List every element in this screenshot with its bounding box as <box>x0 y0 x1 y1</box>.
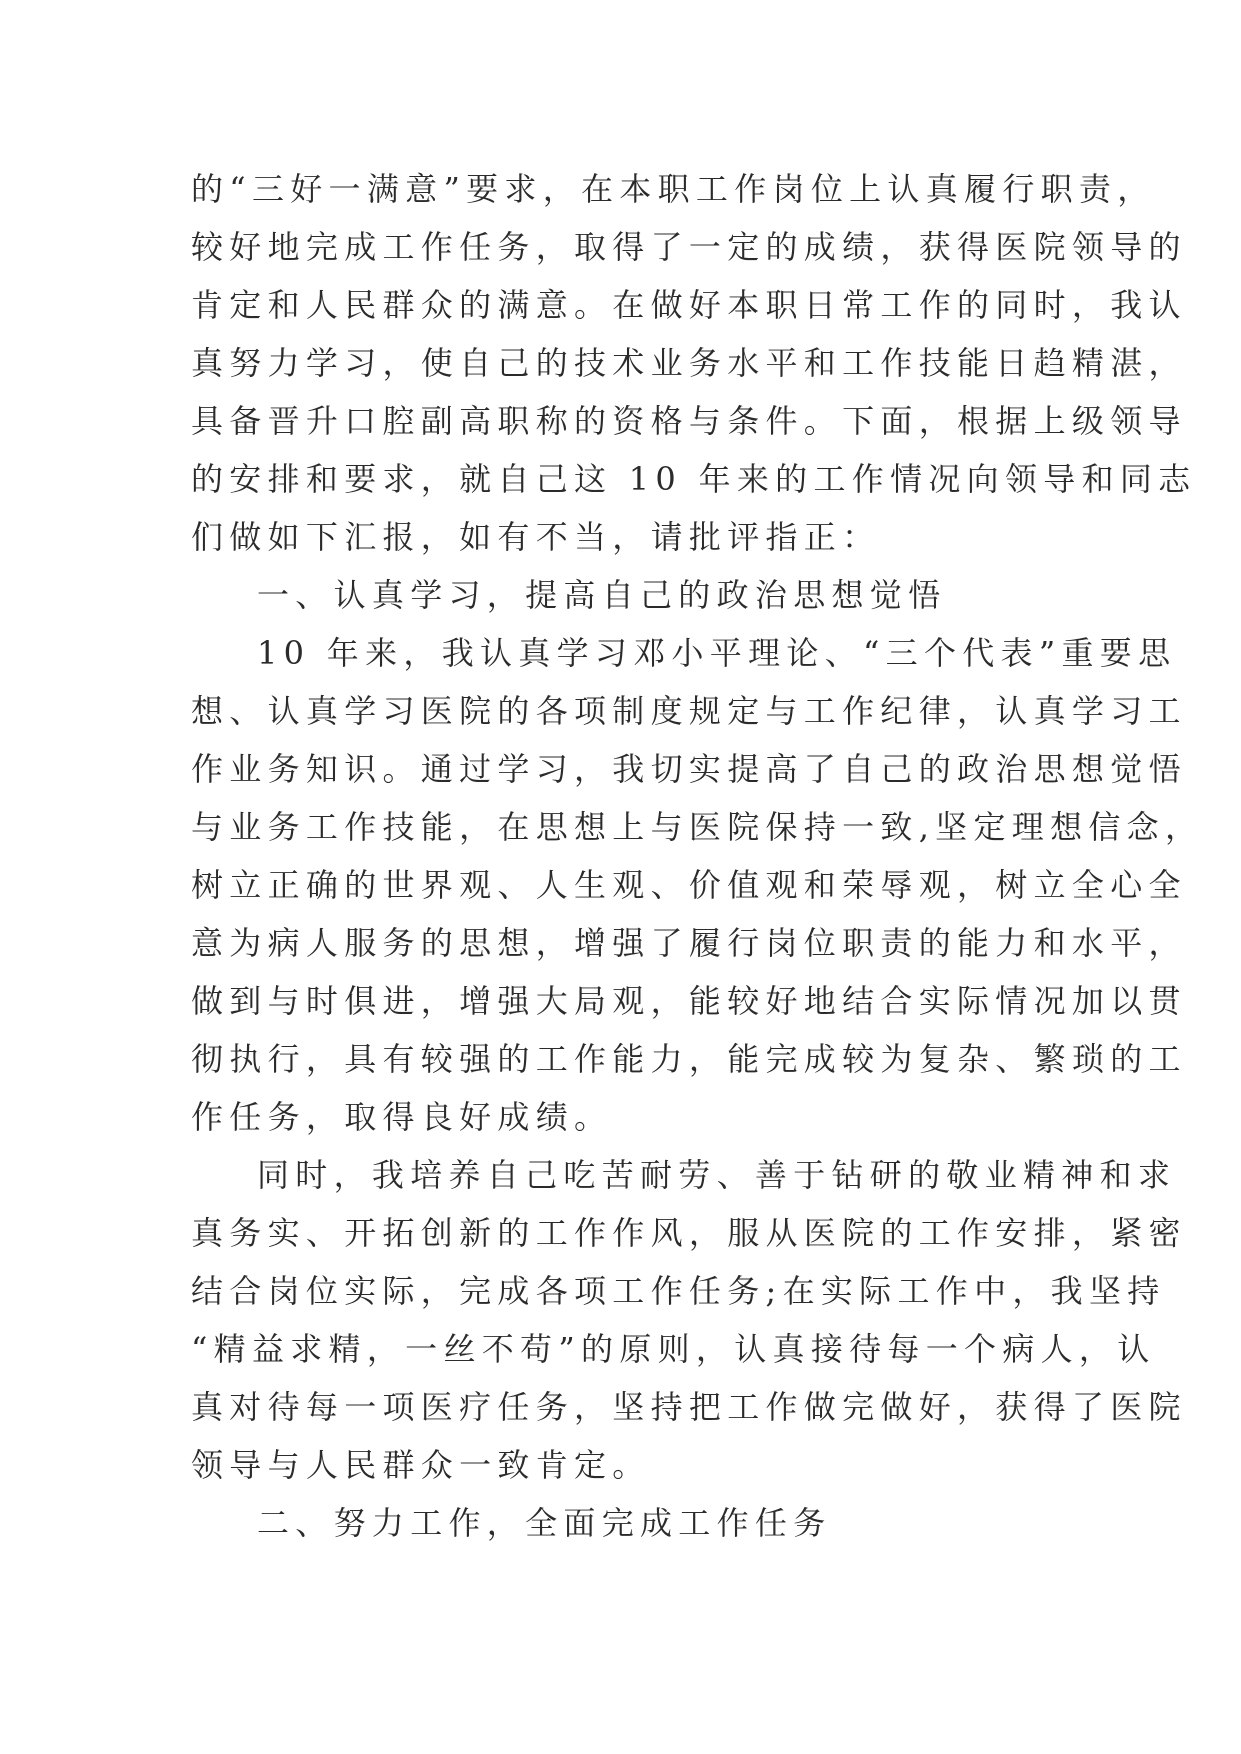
text-line: 具备晋升口腔副高职称的资格与条件。下面，根据上级领导 <box>191 402 1187 440</box>
text-line: 的“三好一满意”要求，在本职工作岗位上认真履行职责， <box>191 170 1156 208</box>
text-line: 意为病人服务的思想，增强了履行岗位职责的能力和水平， <box>191 924 1187 962</box>
text-line: 作业务知识。通过学习，我切实提高了自己的政治思想觉悟 <box>191 750 1187 788</box>
text-line: 真努力学习，使自己的技术业务水平和工作技能日趋精湛， <box>191 344 1187 382</box>
section-heading-1 <box>191 566 1061 624</box>
text-line: 真务实、开拓创新的工作作风，服从医院的工作安排，紧密 <box>191 1214 1187 1252</box>
text-line: 同时，我培养自己吃苦耐劳、善于钻研的敬业精神和求 <box>257 1156 1177 1194</box>
section-heading-2 <box>191 1494 1061 1552</box>
text-line: 想、认真学习医院的各项制度规定与工作纪律，认真学习工 <box>191 692 1187 730</box>
heading-text: 一、认真学习，提高自己的政治思想觉悟 <box>257 576 947 614</box>
text-line: 较好地完成工作任务，取得了一定的成绩，获得医院领导的 <box>191 228 1187 266</box>
heading-text: 二、努力工作，全面完成工作任务 <box>257 1504 832 1542</box>
text-line: 肯定和人民群众的满意。在做好本职日常工作的同时，我认 <box>191 286 1187 324</box>
paragraph-3 <box>191 1146 1187 1494</box>
document-body <box>191 160 1204 1552</box>
text-line: 的安排和要求，就自己这 10 年来的工作情况向领导和同志 <box>191 460 1197 498</box>
text-line: 做到与时俱进，增强大局观，能较好地结合实际情况加以贯 <box>191 982 1187 1020</box>
text-line: 们做如下汇报，如有不当，请批评指正： <box>191 518 881 556</box>
text-line: 作任务，取得良好成绩。 <box>191 1098 613 1136</box>
text-line: 结合岗位实际，完成各项工作任务;在实际工作中，我坚持 <box>191 1272 1166 1310</box>
text-line: 真对待每一项医疗任务，坚持把工作做完做好，获得了医院 <box>191 1388 1187 1426</box>
text-line: 领导与人民群众一致肯定。 <box>191 1446 651 1484</box>
paragraph-1 <box>191 160 1197 566</box>
paragraph-2 <box>191 624 1204 1146</box>
text-line: 10 年来，我认真学习邓小平理论、“三个代表”重要思 <box>257 634 1177 672</box>
text-line: 彻执行，具有较强的工作能力，能完成较为复杂、繁琐的工 <box>191 1040 1187 1078</box>
text-line: “精益求精，一丝不苟”的原则，认真接待每一个病人，认 <box>191 1330 1156 1368</box>
text-line: 与业务工作技能，在思想上与医院保持一致,坚定理想信念， <box>191 808 1204 846</box>
text-line: 树立正确的世界观、人生观、价值观和荣辱观，树立全心全 <box>191 866 1187 904</box>
